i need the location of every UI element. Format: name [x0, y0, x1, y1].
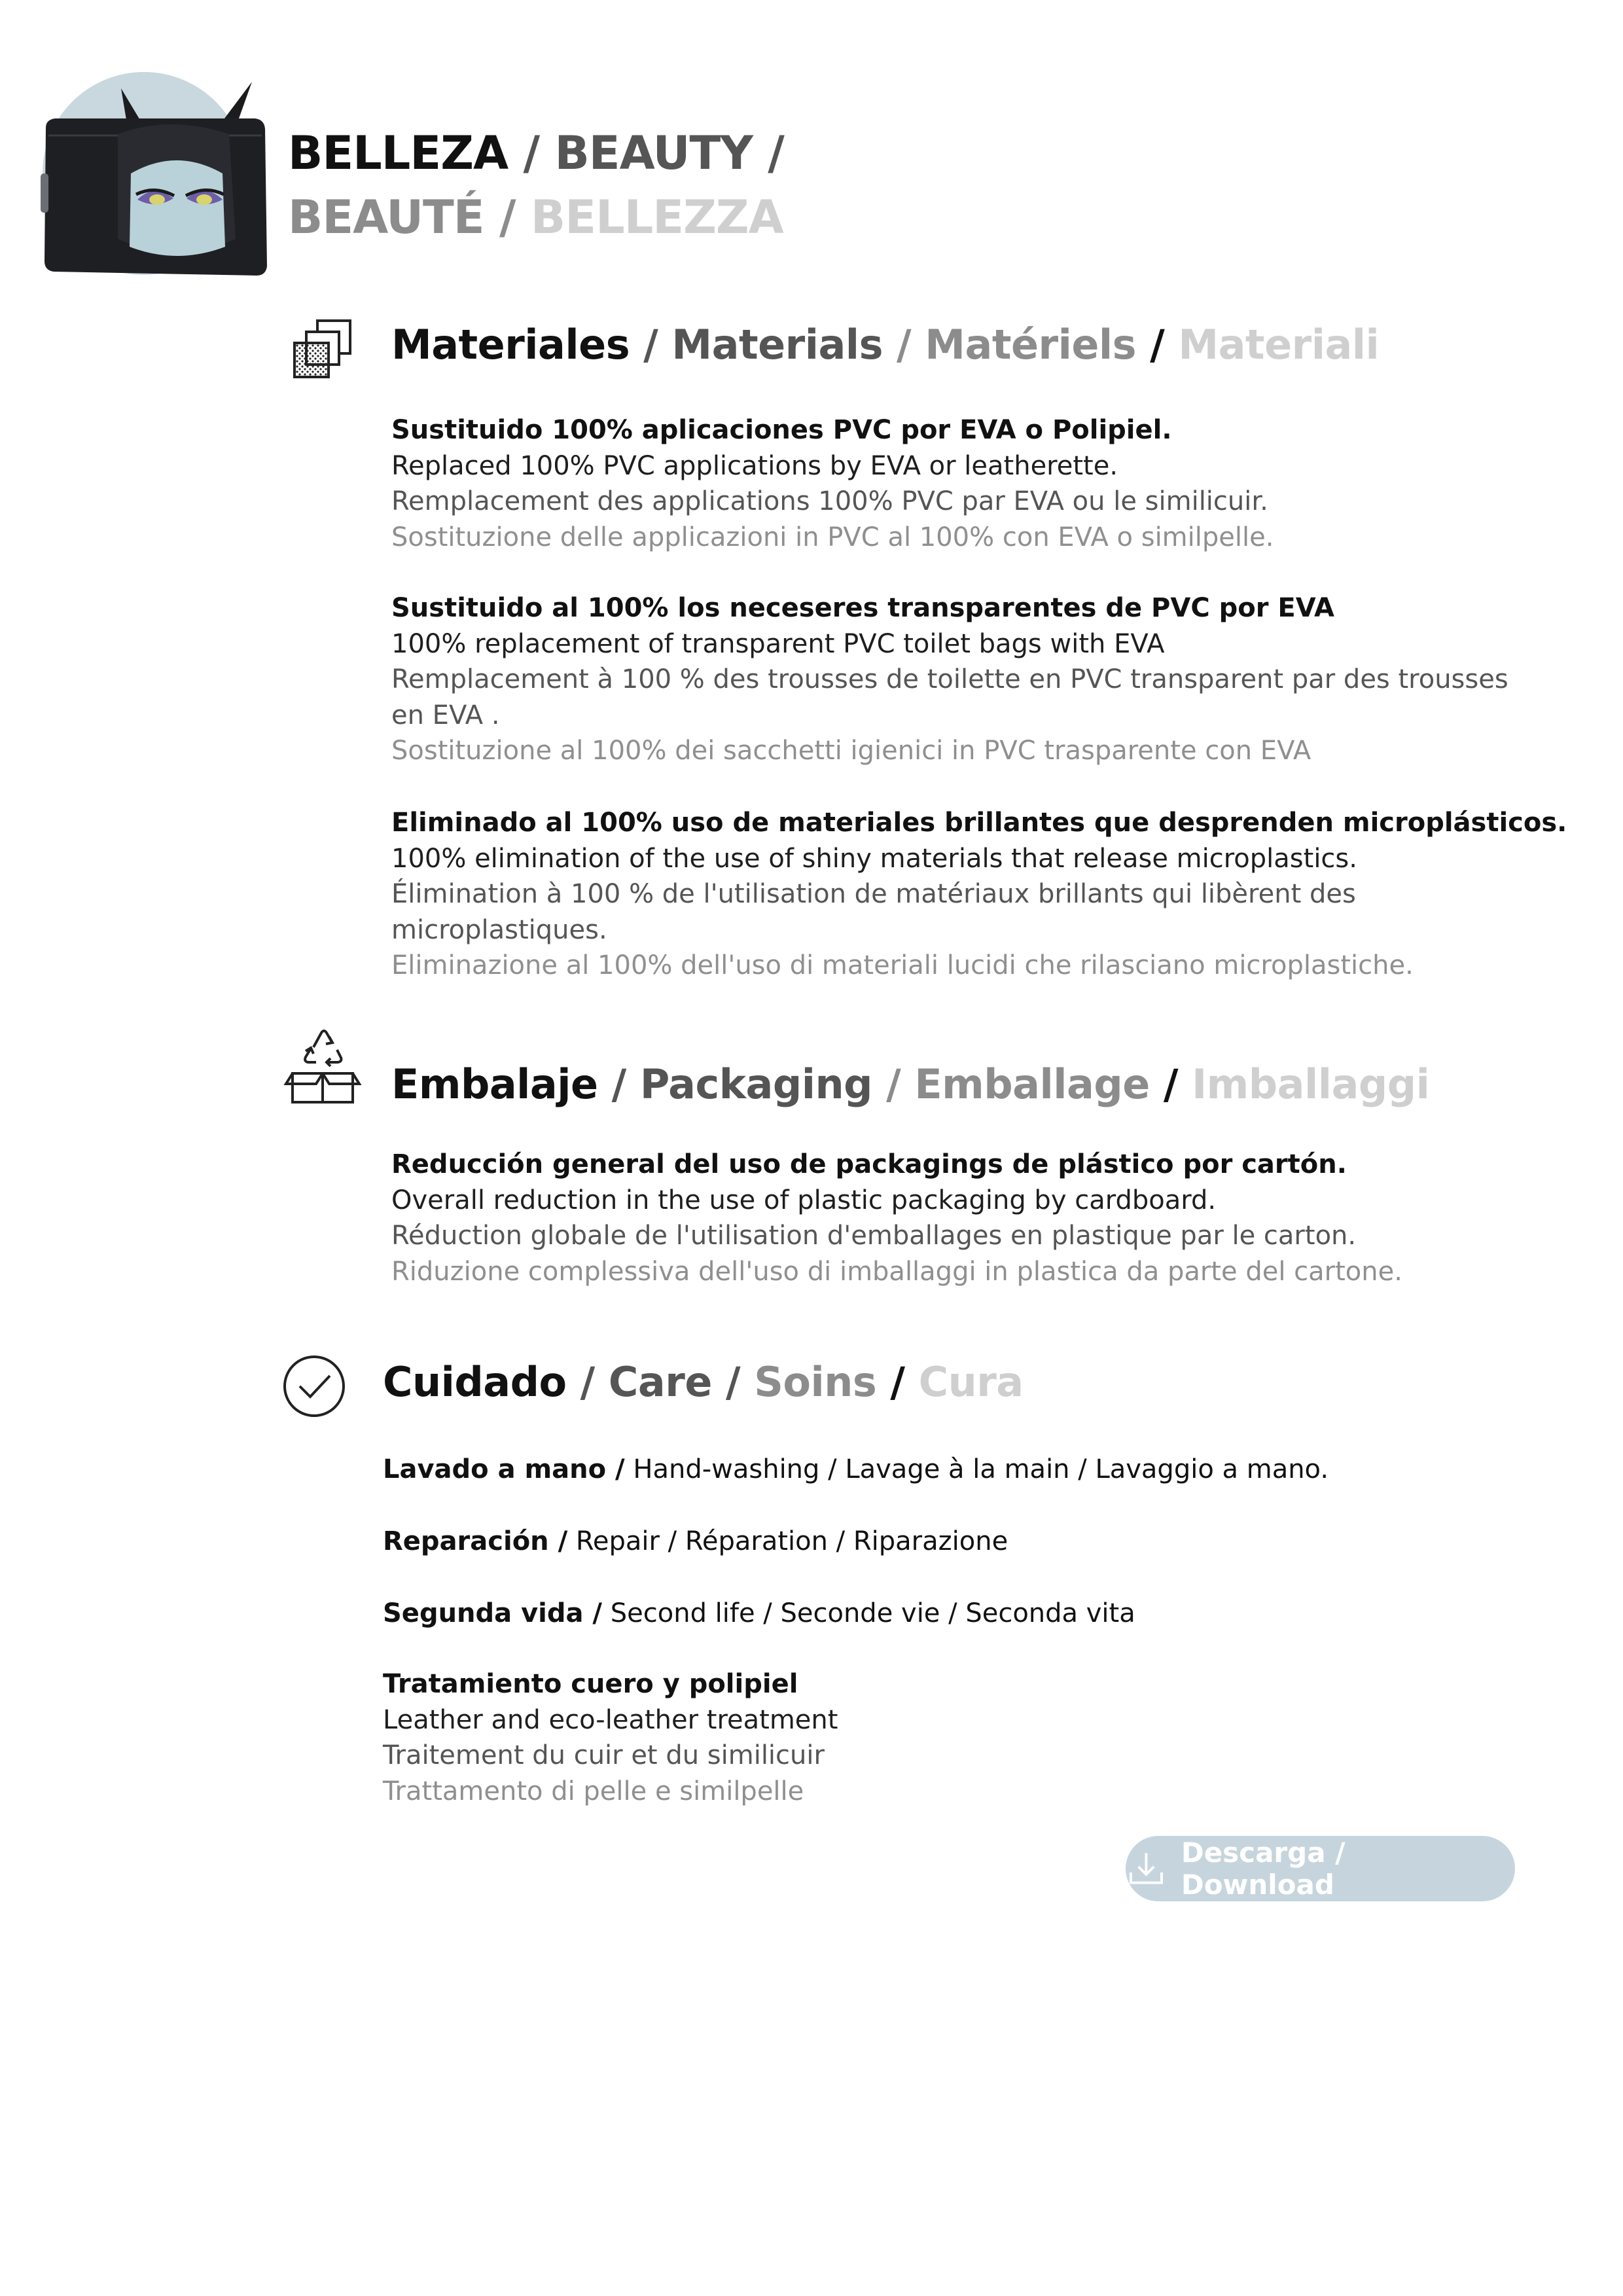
heading-it: Materiali: [1178, 321, 1380, 368]
care-line-text: Hand-washing / Lavage à la main / Lavaggio a mano.: [624, 1454, 1329, 1484]
care-treatment: [383, 1666, 1299, 1809]
title-en: BEAUTY: [554, 126, 753, 180]
download-button[interactable]: [1126, 1836, 1515, 1901]
care-line-second-life: [383, 1596, 1135, 1632]
heading-it: Imballaggi: [1192, 1060, 1430, 1108]
item-text-fr: Remplacement à 100 % des trousses de toilette en PVC transparent par des trousses en EVA .: [391, 664, 1508, 730]
check-circle-icon: [281, 1354, 347, 1419]
title-it: BELLEZZA: [530, 190, 783, 244]
heading-fr: Soins: [754, 1358, 877, 1406]
packaging-item-1: [391, 1147, 1543, 1289]
heading-es: Embalaje: [391, 1060, 598, 1108]
item-text-it: Riduzione complessiva dell'uso di imballaggi in plastica da parte del cartone.: [391, 1256, 1402, 1287]
item-text-it: Eliminazione al 100% dell'uso di materiali lucidi che rilasciano microplastiche.: [391, 950, 1414, 980]
item-text-es: Eliminado al 100% uso de materiales brillantes que desprenden microplásticos.: [391, 808, 1567, 838]
packaging-heading: Embalaje / Packaging / Emballage / Imballaggi: [391, 1060, 1430, 1108]
item-text-es: Tratamiento cuero y polipiel: [383, 1669, 798, 1699]
item-text-it: Sostituzione delle applicazioni in PVC al 100% con EVA o similpelle.: [391, 522, 1274, 552]
heading-it: Cura: [918, 1358, 1024, 1406]
item-text-fr: Réduction globale de l'utilisation d'emballages en plastique par le carton.: [391, 1221, 1357, 1251]
title-separator: /: [508, 126, 555, 180]
heading-fr: Matériels: [925, 321, 1137, 368]
materials-heading: Materiales / Materials / Matériels / Materiali: [391, 321, 1380, 368]
item-text-it: Sostituzione al 100% dei sacchetti igienici in PVC trasparente con EVA: [391, 736, 1311, 766]
heading-en: Packaging: [639, 1060, 872, 1108]
heading-es: Materiales: [391, 321, 630, 368]
care-line-repair: [383, 1524, 1008, 1560]
materials-item-1: [391, 412, 1543, 555]
care-line-label: Segunda vida /: [383, 1598, 603, 1628]
item-text-en: 100% replacement of transparent PVC toilet bags with EVA: [391, 628, 1165, 659]
item-text-en: Overall reduction in the use of plastic packaging by cardboard.: [391, 1185, 1217, 1215]
heading-en: Materials: [671, 321, 883, 368]
care-line-text: Second life / Seconde vie / Seconda vita: [602, 1598, 1135, 1628]
care-heading: Cuidado / Care / Soins / Cura: [383, 1358, 1024, 1406]
item-text-en: Replaced 100% PVC applications by EVA or leatherette.: [391, 450, 1118, 481]
fabric-layers-icon: [288, 315, 360, 387]
recycle-box-icon: [283, 1021, 362, 1106]
item-text-fr: Remplacement des applications 100% PVC par EVA ou le similicuir.: [391, 486, 1268, 516]
item-text-fr: Traitement du cuir et du similicuir: [383, 1740, 825, 1770]
title-separator: /: [484, 190, 531, 244]
care-line-text: Repair / Réparation / Riparazione: [567, 1526, 1008, 1556]
download-button-label: Descarga / Download: [1181, 1837, 1346, 1901]
title-fr: BEAUTÉ: [288, 190, 484, 244]
title-separator: /: [752, 126, 784, 180]
page-title: [288, 121, 784, 249]
item-text-es: Sustituido 100% aplicaciones PVC por EVA o Polipiel.: [391, 415, 1172, 445]
item-text-en: 100% elimination of the use of shiny materials that release microplastics.: [391, 843, 1357, 874]
materials-item-3: [391, 805, 1567, 984]
item-text-es: Sustituido al 100% los neceseres transparentes de PVC por EVA: [391, 593, 1334, 623]
item-text-en: Leather and eco-leather treatment: [383, 1704, 838, 1735]
heading-es: Cuidado: [383, 1358, 567, 1406]
materials-item-2: [391, 590, 1543, 769]
care-line-hand-wash: [383, 1452, 1329, 1488]
care-line-label: Reparación /: [383, 1526, 568, 1556]
item-text-fr: Élimination à 100 % de l'utilisation de matériaux brillants qui libèrent des microplastiques.: [391, 879, 1356, 945]
item-text-es: Reducción general del uso de packagings de plástico por cartón.: [391, 1149, 1347, 1179]
heading-fr: Emballage: [914, 1060, 1150, 1108]
item-text-it: Trattamento di pelle e similpelle: [383, 1776, 804, 1806]
maleficent-toiletry-bag-image: [39, 75, 275, 285]
download-icon: [1126, 1848, 1167, 1890]
care-line-label: Lavado a mano /: [383, 1454, 625, 1484]
title-es: BELLEZA: [288, 126, 508, 180]
heading-en: Care: [608, 1358, 712, 1406]
